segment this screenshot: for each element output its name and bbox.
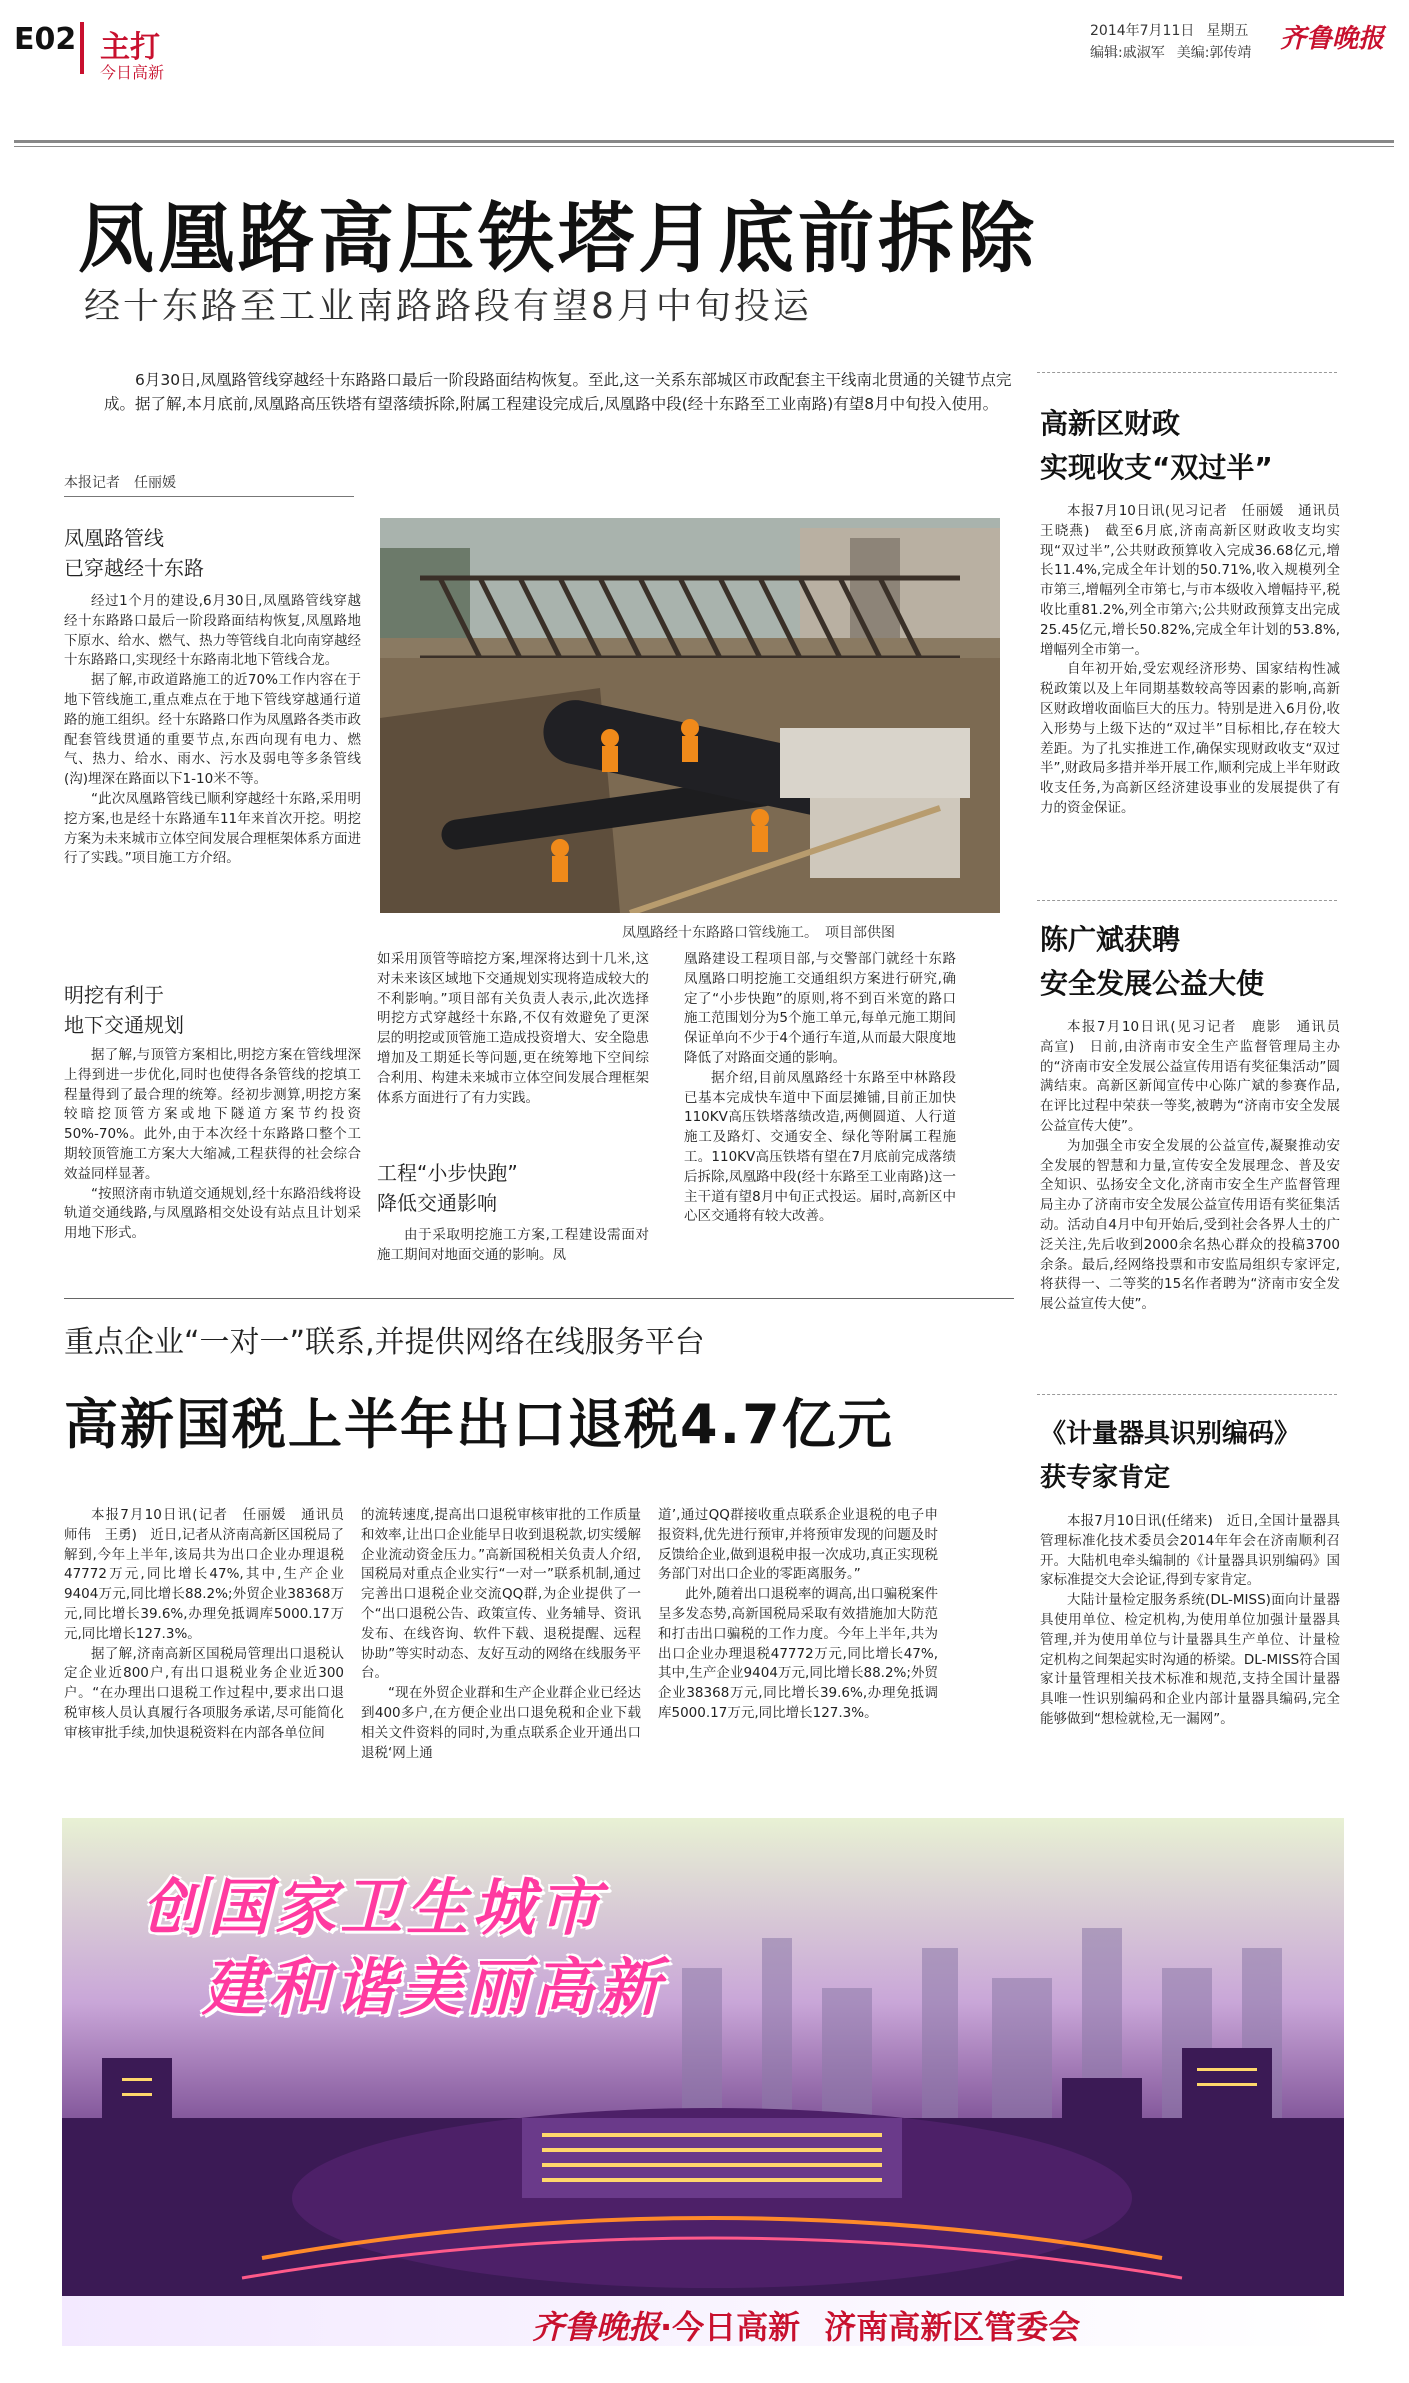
section3-heading-line1: 工程“小步快跑” (377, 1161, 518, 1185)
weekday: 星期五 (1206, 23, 1249, 39)
column3-body (684, 950, 956, 1227)
paper-logo: 齐鲁晚报 (1280, 24, 1385, 54)
construction-photo (380, 518, 1000, 913)
masthead-rule (14, 140, 1394, 147)
paragraph: 经过1个月的建设,6月30日,凤凰路管线穿越经十东路路口最后一阶段路面结构恢复,凤凰路地下原水、给水、燃气、热力等管线自北向南穿越经十东路路口,实现经十东路南北地下管线合龙。 (64, 593, 361, 669)
column2-body (377, 950, 649, 1108)
section1-body (64, 592, 361, 869)
paragraph: 凰路建设工程项目部,与交警部门就经十东路凤凰路口明挖施工交通组织方案进行研究,确定了“小步快跑”的原则,将不到百米宽的路口施工范围划分为5个施工单元,每单元施工期间保证单向不少于4个通行车道,从而最大限度地降低了对路面交通的影响。 (684, 951, 956, 1066)
sidebar-top-rule (1037, 372, 1337, 373)
paragraph: 自年初开始,受宏观经济形势、国家结构性减税政策以及上年同期基数较高等因素的影响,高新区财政增收面临巨大的压力。特别是进入6月份,收入形势与上级下达的“双过半”目标相比,存在较大差距。为了扎实推进工作,确保实现财政收支“双过半”,财政局多措并举开展工作,顺利完成上半年财政收支任务,为高新区经济建设事业的发展提供了有力的资金保证。 (1040, 661, 1340, 816)
paragraph: 由于采取明挖施工方案,工程建设需面对施工期间对地面交通的影响。凤 (377, 1227, 649, 1263)
section-title: 主打 (100, 30, 160, 65)
paragraph: 本报7月10日讯(任绪来) 近日,全国计量器具管理标准化技术委员会2014年年会在济南顺利召开。大陆机电牵头编制的《计量器具识别编码》国家标准提交大会论证,得到专家肯定。 (1040, 1513, 1340, 1589)
main-byline: 本报记者 任丽媛 (64, 475, 176, 491)
main-lede: 6月30日,凤凰路管线穿越经十东路路口最后一阶段路面结构恢复。至此,这一关系东部城区市政配套主干线南北贯通的关键节点完成。据了解,本月底前,凤凰路高压铁塔有望落绩拆除,附属工程建设完成后,凤凰路中段(经十东路至工业南路)有望8月中旬投入使用。 (104, 371, 1012, 413)
sidebar-rule-2 (1037, 900, 1337, 901)
paragraph: 本报7月10日讯(见习记者 任丽媛 通讯员 王晓燕) 截至6月底,济南高新区财政收支均实现“双过半”,公共财政预算收入完成36.68亿元,增长11.4%,完成全年计划的50.71%,收入规模列全市第三,增幅列全市第七,与市本级收入增幅持平,税收比重81.2%,列全市第六;公共财政预算支出完成25.45亿元,增长50.82%,完成全年计划的53.8%,增幅列全市第一。 (1040, 503, 1354, 658)
construction-photo-illustration (380, 518, 1000, 913)
column2-body-b (377, 1226, 649, 1266)
banner-footer-paper: 齐鲁晚报 (532, 2308, 661, 2346)
subsection-title: 今日高新 (100, 63, 165, 82)
paragraph: 此外,随着出口退税率的调高,出口骗税案件呈多发态势,高新国税局采取有效措施加大防范和打击出口骗税的工作力度。今年上半年,共为出口企业办理退税47772万元,同比增长47%,其中,生产企业9404万元,同比增长88.2%;外贸企业38368万元,同比增长39.6%,办理免抵调库5000.17万元,同比增长127.3%。 (658, 1586, 938, 1721)
second-col3 (658, 1506, 938, 1724)
paragraph: “按照济南市轨道交通规划,经十东路沿线将设轨道交通线路,与凤凰路相交处设有站点且计划采用地下形式。 (64, 1185, 361, 1242)
main-subheadline: 经十东路至工业南路路段有望8月中旬投运 (84, 286, 812, 327)
paragraph: 道’,通过QQ群接收重点联系企业退税的电子申报资料,优先进行预审,并将预审发现的问题及时反馈给企业,做到退税申报一次成功,真正实现税务部门对出口企业的零距离服务。” (658, 1507, 938, 1583)
issue-date: 2014年7月11日 (1090, 23, 1195, 39)
page-code: E02 (14, 22, 77, 57)
second-kicker: 重点企业“一对一”联系,并提供网络在线服务平台 (64, 1325, 705, 1360)
photo-caption: 凤凰路经十东路路口管线施工。 项目部供图 (622, 925, 895, 941)
paragraph: 据介绍,目前凤凰路经十东路至中林路段已基本完成快车道中下面层摊铺,目前正加快110KV高压铁塔落绩改造,两侧圆道、人行道施工及路灯、交通安全、绿化等附属工程施工。110KV高压铁塔有望在7月底前完成落绩后拆除,凤凰路中段(经十东路至工业南路)这一主干道有望8月中旬正式投运。届时,高新区中心区交通将有较大改善。 (684, 1069, 956, 1225)
paragraph: 为加强全市安全发展的公益宣传,凝聚推动安全发展的智慧和力量,宣传安全发展理念、普及安全知识、弘扬安全文化,济南市安全生产监督管理局主办了济南市安全发展公益宣传用语有奖征集活动。活动自4月中旬开始后,受到社会各界人士的广泛关注,先后收到2000余名热心群众的投稿3700余条。最后,经网络投票和市安监局组织专家评定,将获得一、二等奖的15名作者聘为“济南市安全发展公益宣传大使”。 (1040, 1137, 1340, 1313)
section3-heading-line2: 降低交通影响 (377, 1191, 497, 1215)
editor-credit: 编辑:戚淑军 (1090, 45, 1165, 61)
banner-footer (532, 2302, 1080, 2346)
banner-slogan-2: 建和谐美丽高新 (202, 1951, 665, 2024)
paragraph: 据了解,与顶管方案相比,明挖方案在管线埋深上得到进一步优化,同时也使得各条管线的挖填工程量得到了最合理的统筹。经初步测算,明挖方案较暗挖顶管方案或地下隧道方案节约投资50%-70%。此外,由于本次经十东路路口整个工期较顶管施工方案大大缩减,工程获得的社会综合效益同样显著。 (64, 1047, 361, 1182)
sidebar2-heading (1040, 918, 1264, 1006)
paragraph: 据了解,济南高新区国税局管理出口退税认定企业近800户,有出口退税业务企业近300户。“在办理出口退税工作过程中,要求出口退税审核人员认真履行各项服务承诺,尽可能简化审核审批手续,加快退税资料在内部各单位间 (64, 1645, 344, 1741)
sidebar1-heading-line1: 高新区财政 (1040, 407, 1181, 440)
sidebar1-heading (1040, 402, 1273, 490)
paragraph: 本报7月10日讯(见习记者 鹿影 通讯员 高宣) 日前,由济南市安全生产监督管理局主办的“济南市安全发展公益宣传用语有奖征集活动”圆满结束。高新区新闻宣传中心陈广斌的参赛作品,在评比过程中荣获一等奖,被聘为“济南市安全发展公益宣传大使”。 (1040, 1019, 1354, 1134)
sidebar2-heading-line1: 陈广斌获聘 (1040, 923, 1181, 956)
banner-footer-mid: ·今日高新 (660, 2308, 801, 2346)
sidebar3-heading-line2: 获专家肯定 (1040, 1463, 1171, 1493)
sidebar1-body (1040, 502, 1354, 819)
sidebar2-heading-line2: 安全发展公益大使 (1040, 967, 1265, 1000)
designer-credit: 美编:郭传靖 (1176, 45, 1252, 61)
sidebar-rule-3 (1037, 1394, 1337, 1395)
paragraph: “现在外贸企业群和生产企业群企业已经达到400多户,在方便企业出口退免税和企业下载相关文件资料的同时,为重点联系企业开通出口退税‘网上通 (361, 1685, 641, 1761)
section2-body (64, 1046, 361, 1244)
sidebar3-heading (1040, 1412, 1300, 1500)
promo-banner (62, 1818, 1344, 2346)
section1-heading (64, 523, 204, 583)
masthead-divider (80, 22, 84, 74)
banner-footer-org: 济南高新区管委会 (824, 2308, 1081, 2346)
section1-heading-line2: 已穿越经十东路 (64, 556, 204, 580)
byline-rule (64, 496, 354, 497)
sidebar3-body (1040, 1512, 1340, 1730)
main-headline: 凤凰路高压铁塔月底前拆除 (78, 194, 1038, 283)
section3-heading (377, 1158, 518, 1218)
second-col1 (64, 1506, 358, 1744)
paragraph: “此次凤凰路管线已顺利穿越经十东路,采用明挖方案,也是经十东路通车11年来首次开挖。明挖方案为未来城市立体空间发展合理框架体系方面进行了实践。”项目施工方介绍。 (64, 790, 361, 867)
paragraph: 大陆计量检定服务系统(DL-MISS)面向计量器具使用单位、检定机构,为使用单位加强计量器具管理,并为使用单位与计量器具生产单位、计量检定机构之间架起实时沟通的桥梁。DL-MISS符合国家计量管理相关技术标准和规范,支持全国计量器具唯一性识别编码和企业内部计量器具编码,完全能够做到“想检就检,无一漏网”。 (1040, 1592, 1340, 1727)
sidebar1-heading-line2: 实现收支“双过半” (1040, 451, 1273, 484)
sidebar3-heading-line1: 《计量器具识别编码》 (1040, 1419, 1301, 1449)
second-headline: 高新国税上半年出口退税4.7亿元 (64, 1393, 894, 1456)
section2-heading-line2: 地下交通规划 (64, 1013, 184, 1037)
section2-heading-line1: 明挖有利于 (64, 983, 164, 1007)
paragraph: 本报7月10日讯(记者 任丽媛 通讯员 师伟 王勇) 近日,记者从济南高新区国税局了解到,今年上半年,该局共为出口企业办理退税47772万元,同比增长47%,其中,生产企业9404万元,同比增长88.2%;外贸企业38368万元,同比增长39.6%,办理免抵调库5000.17万元,同比增长127.3%。 (64, 1507, 358, 1642)
banner-slogan-1: 创国家卫生城市 (142, 1871, 605, 1944)
masthead-meta (1090, 20, 1263, 64)
second-story-rule (64, 1298, 1014, 1299)
paragraph: 的流转速度,提高出口退税审核审批的工作质量和效率,让出口企业能早日收到退税款,切实缓解企业流动资金压力。”高新国税相关负责人介绍,国税局对重点企业实行“一对一”联系机制,通过完善出口退税企业交流QQ群,为企业提供了一个“出口退税公告、政策宣传、业务辅导、资讯发布、在线咨询、软件下载、退税提醒、远程协助”等实时动态、友好互动的网络在线服务平台。 (361, 1507, 641, 1682)
sidebar2-body (1040, 1018, 1354, 1315)
section1-heading-line1: 凤凰路管线 (64, 526, 164, 550)
paragraph: 据了解,市政道路施工的近70%工作内容在于地下管线施工,重点难点在于地下管线穿越通行道路的施工组织。经十东路路口作为凤凰路各类市政配套管线贯通的重要节点,东西向现有电力、燃气、热力、给水、雨水、污水及弱电等多条管线(沟)埋深在路面以下1-10米不等。 (64, 672, 361, 788)
second-col2 (361, 1506, 641, 1763)
paragraph: 如采用顶管等暗挖方案,埋深将达到十几米,这对未来该区域地下交通规划实现将造成较大的不利影响。”项目部有关负责人表示,此次选择明挖方式穿越经十东路,不仅有效避免了更深层的明挖或顶管施工造成投资增大、安全隐患增加及工期延长等问题,更在统筹地下空间综合利用、构建未来城市立体空间发展合理框架体系方面进行了有力实践。 (377, 951, 649, 1106)
section2-heading (64, 980, 184, 1040)
